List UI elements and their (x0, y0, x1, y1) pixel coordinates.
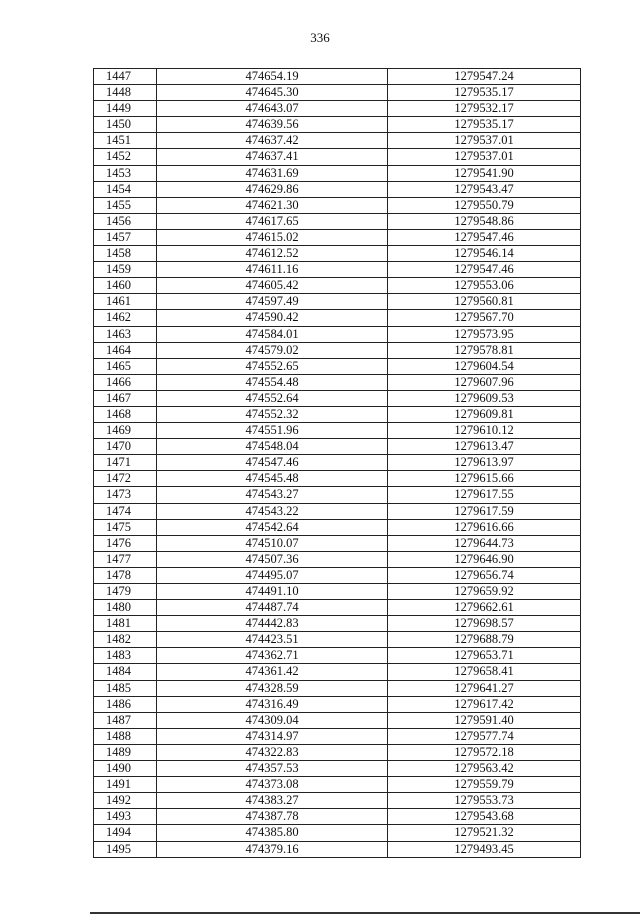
point-number-cell: 1489 (94, 744, 157, 760)
y-coordinate-cell: 1279698.57 (388, 616, 581, 632)
point-number-cell: 1476 (94, 535, 157, 551)
y-coordinate-cell: 1279653.71 (388, 648, 581, 664)
point-number-cell: 1453 (94, 165, 157, 181)
x-coordinate-cell: 474379.16 (157, 841, 388, 857)
y-coordinate-cell: 1279548.86 (388, 213, 581, 229)
y-coordinate-cell: 1279493.45 (388, 841, 581, 857)
point-number-cell: 1464 (94, 342, 157, 358)
coordinate-table-body (94, 69, 581, 858)
table-row (94, 246, 581, 262)
table-row (94, 471, 581, 487)
y-coordinate-cell: 1279616.66 (388, 519, 581, 535)
table-row (94, 229, 581, 245)
point-number-cell: 1462 (94, 310, 157, 326)
y-coordinate-cell: 1279547.46 (388, 262, 581, 278)
y-coordinate-cell: 1279617.55 (388, 487, 581, 503)
x-coordinate-cell: 474637.42 (157, 133, 388, 149)
table-row (94, 519, 581, 535)
point-number-cell: 1473 (94, 487, 157, 503)
y-coordinate-cell: 1279617.42 (388, 696, 581, 712)
point-number-cell: 1458 (94, 246, 157, 262)
x-coordinate-cell: 474590.42 (157, 310, 388, 326)
x-coordinate-cell: 474547.46 (157, 455, 388, 471)
coordinate-table (93, 68, 581, 858)
point-number-cell: 1474 (94, 503, 157, 519)
point-number-cell: 1471 (94, 455, 157, 471)
x-coordinate-cell: 474654.19 (157, 69, 388, 85)
y-coordinate-cell: 1279656.74 (388, 567, 581, 583)
x-coordinate-cell: 474383.27 (157, 793, 388, 809)
point-number-cell: 1485 (94, 680, 157, 696)
x-coordinate-cell: 474551.96 (157, 423, 388, 439)
table-row (94, 616, 581, 632)
table-row (94, 567, 581, 583)
y-coordinate-cell: 1279609.81 (388, 406, 581, 422)
x-coordinate-cell: 474643.07 (157, 101, 388, 117)
x-coordinate-cell: 474552.65 (157, 358, 388, 374)
y-coordinate-cell: 1279641.27 (388, 680, 581, 696)
point-number-cell: 1475 (94, 519, 157, 535)
table-row (94, 406, 581, 422)
y-coordinate-cell: 1279547.46 (388, 229, 581, 245)
y-coordinate-cell: 1279543.68 (388, 809, 581, 825)
point-number-cell: 1465 (94, 358, 157, 374)
y-coordinate-cell: 1279617.59 (388, 503, 581, 519)
x-coordinate-cell: 474510.07 (157, 535, 388, 551)
point-number-cell: 1494 (94, 825, 157, 841)
point-number-cell: 1466 (94, 374, 157, 390)
table-row (94, 326, 581, 342)
table-row (94, 278, 581, 294)
point-number-cell: 1495 (94, 841, 157, 857)
y-coordinate-cell: 1279543.47 (388, 181, 581, 197)
x-coordinate-cell: 474552.64 (157, 390, 388, 406)
table-row (94, 551, 581, 567)
x-coordinate-cell: 474309.04 (157, 712, 388, 728)
table-row (94, 69, 581, 85)
y-coordinate-cell: 1279532.17 (388, 101, 581, 117)
table-row (94, 744, 581, 760)
y-coordinate-cell: 1279521.32 (388, 825, 581, 841)
table-row (94, 584, 581, 600)
y-coordinate-cell: 1279659.92 (388, 584, 581, 600)
table-row (94, 133, 581, 149)
table-row (94, 439, 581, 455)
point-number-cell: 1477 (94, 551, 157, 567)
point-number-cell: 1479 (94, 584, 157, 600)
x-coordinate-cell: 474621.30 (157, 197, 388, 213)
point-number-cell: 1450 (94, 117, 157, 133)
y-coordinate-cell: 1279567.70 (388, 310, 581, 326)
point-number-cell: 1487 (94, 712, 157, 728)
table-row (94, 101, 581, 117)
point-number-cell: 1463 (94, 326, 157, 342)
x-coordinate-cell: 474373.08 (157, 777, 388, 793)
point-number-cell: 1468 (94, 406, 157, 422)
y-coordinate-cell: 1279537.01 (388, 133, 581, 149)
x-coordinate-cell: 474645.30 (157, 85, 388, 101)
point-number-cell: 1459 (94, 262, 157, 278)
point-number-cell: 1483 (94, 648, 157, 664)
x-coordinate-cell: 474584.01 (157, 326, 388, 342)
y-coordinate-cell: 1279577.74 (388, 728, 581, 744)
x-coordinate-cell: 474495.07 (157, 567, 388, 583)
table-row (94, 600, 581, 616)
x-coordinate-cell: 474639.56 (157, 117, 388, 133)
point-number-cell: 1481 (94, 616, 157, 632)
page-bottom-rule (90, 912, 640, 914)
table-row (94, 825, 581, 841)
x-coordinate-cell: 474615.02 (157, 229, 388, 245)
table-row (94, 358, 581, 374)
table-row (94, 455, 581, 471)
point-number-cell: 1482 (94, 632, 157, 648)
table-row (94, 728, 581, 744)
x-coordinate-cell: 474543.27 (157, 487, 388, 503)
y-coordinate-cell: 1279541.90 (388, 165, 581, 181)
table-row (94, 197, 581, 213)
x-coordinate-cell: 474507.36 (157, 551, 388, 567)
x-coordinate-cell: 474552.32 (157, 406, 388, 422)
x-coordinate-cell: 474631.69 (157, 165, 388, 181)
table-row (94, 761, 581, 777)
x-coordinate-cell: 474605.42 (157, 278, 388, 294)
point-number-cell: 1448 (94, 85, 157, 101)
x-coordinate-cell: 474423.51 (157, 632, 388, 648)
y-coordinate-cell: 1279546.14 (388, 246, 581, 262)
x-coordinate-cell: 474554.48 (157, 374, 388, 390)
y-coordinate-cell: 1279613.47 (388, 439, 581, 455)
y-coordinate-cell: 1279688.79 (388, 632, 581, 648)
point-number-cell: 1460 (94, 278, 157, 294)
x-coordinate-cell: 474387.78 (157, 809, 388, 825)
table-row (94, 777, 581, 793)
point-number-cell: 1452 (94, 149, 157, 165)
point-number-cell: 1469 (94, 423, 157, 439)
table-row (94, 696, 581, 712)
point-number-cell: 1461 (94, 294, 157, 310)
y-coordinate-cell: 1279646.90 (388, 551, 581, 567)
point-number-cell: 1484 (94, 664, 157, 680)
y-coordinate-cell: 1279615.66 (388, 471, 581, 487)
x-coordinate-cell: 474328.59 (157, 680, 388, 696)
point-number-cell: 1455 (94, 197, 157, 213)
y-coordinate-cell: 1279610.12 (388, 423, 581, 439)
table-row (94, 165, 581, 181)
y-coordinate-cell: 1279573.95 (388, 326, 581, 342)
table-row (94, 262, 581, 278)
table-row (94, 85, 581, 101)
x-coordinate-cell: 474362.71 (157, 648, 388, 664)
x-coordinate-cell: 474629.86 (157, 181, 388, 197)
table-row (94, 310, 581, 326)
x-coordinate-cell: 474442.83 (157, 616, 388, 632)
y-coordinate-cell: 1279550.79 (388, 197, 581, 213)
table-row (94, 149, 581, 165)
point-number-cell: 1470 (94, 439, 157, 455)
point-number-cell: 1491 (94, 777, 157, 793)
y-coordinate-cell: 1279644.73 (388, 535, 581, 551)
table-row (94, 503, 581, 519)
x-coordinate-cell: 474579.02 (157, 342, 388, 358)
y-coordinate-cell: 1279607.96 (388, 374, 581, 390)
y-coordinate-cell: 1279553.06 (388, 278, 581, 294)
x-coordinate-cell: 474357.53 (157, 761, 388, 777)
table-row (94, 809, 581, 825)
table-row (94, 117, 581, 133)
x-coordinate-cell: 474314.97 (157, 728, 388, 744)
point-number-cell: 1492 (94, 793, 157, 809)
y-coordinate-cell: 1279559.79 (388, 777, 581, 793)
table-row (94, 390, 581, 406)
x-coordinate-cell: 474385.80 (157, 825, 388, 841)
y-coordinate-cell: 1279604.54 (388, 358, 581, 374)
y-coordinate-cell: 1279609.53 (388, 390, 581, 406)
point-number-cell: 1486 (94, 696, 157, 712)
x-coordinate-cell: 474542.64 (157, 519, 388, 535)
y-coordinate-cell: 1279547.24 (388, 69, 581, 85)
point-number-cell: 1454 (94, 181, 157, 197)
y-coordinate-cell: 1279553.73 (388, 793, 581, 809)
x-coordinate-cell: 474322.83 (157, 744, 388, 760)
table-row (94, 712, 581, 728)
x-coordinate-cell: 474611.16 (157, 262, 388, 278)
y-coordinate-cell: 1279572.18 (388, 744, 581, 760)
point-number-cell: 1478 (94, 567, 157, 583)
page-number: 336 (310, 30, 330, 45)
x-coordinate-cell: 474487.74 (157, 600, 388, 616)
y-coordinate-cell: 1279560.81 (388, 294, 581, 310)
table-row (94, 342, 581, 358)
table-row (94, 632, 581, 648)
y-coordinate-cell: 1279578.81 (388, 342, 581, 358)
x-coordinate-cell: 474617.65 (157, 213, 388, 229)
table-row (94, 213, 581, 229)
x-coordinate-cell: 474548.04 (157, 439, 388, 455)
x-coordinate-cell: 474637.41 (157, 149, 388, 165)
x-coordinate-cell: 474597.49 (157, 294, 388, 310)
table-row (94, 793, 581, 809)
x-coordinate-cell: 474543.22 (157, 503, 388, 519)
table-row (94, 535, 581, 551)
table-row (94, 487, 581, 503)
y-coordinate-cell: 1279535.17 (388, 85, 581, 101)
point-number-cell: 1480 (94, 600, 157, 616)
x-coordinate-cell: 474545.48 (157, 471, 388, 487)
y-coordinate-cell: 1279662.61 (388, 600, 581, 616)
table-row (94, 181, 581, 197)
table-row (94, 680, 581, 696)
table-row (94, 374, 581, 390)
table-row (94, 294, 581, 310)
x-coordinate-cell: 474361.42 (157, 664, 388, 680)
point-number-cell: 1456 (94, 213, 157, 229)
x-coordinate-cell: 474612.52 (157, 246, 388, 262)
y-coordinate-cell: 1279658.41 (388, 664, 581, 680)
y-coordinate-cell: 1279591.40 (388, 712, 581, 728)
table-row (94, 648, 581, 664)
y-coordinate-cell: 1279563.42 (388, 761, 581, 777)
point-number-cell: 1451 (94, 133, 157, 149)
point-number-cell: 1457 (94, 229, 157, 245)
point-number-cell: 1472 (94, 471, 157, 487)
x-coordinate-cell: 474491.10 (157, 584, 388, 600)
y-coordinate-cell: 1279613.97 (388, 455, 581, 471)
y-coordinate-cell: 1279537.01 (388, 149, 581, 165)
table-row (94, 664, 581, 680)
table-row (94, 423, 581, 439)
table-row (94, 841, 581, 857)
point-number-cell: 1447 (94, 69, 157, 85)
point-number-cell: 1493 (94, 809, 157, 825)
point-number-cell: 1490 (94, 761, 157, 777)
point-number-cell: 1449 (94, 101, 157, 117)
y-coordinate-cell: 1279535.17 (388, 117, 581, 133)
point-number-cell: 1488 (94, 728, 157, 744)
point-number-cell: 1467 (94, 390, 157, 406)
x-coordinate-cell: 474316.49 (157, 696, 388, 712)
